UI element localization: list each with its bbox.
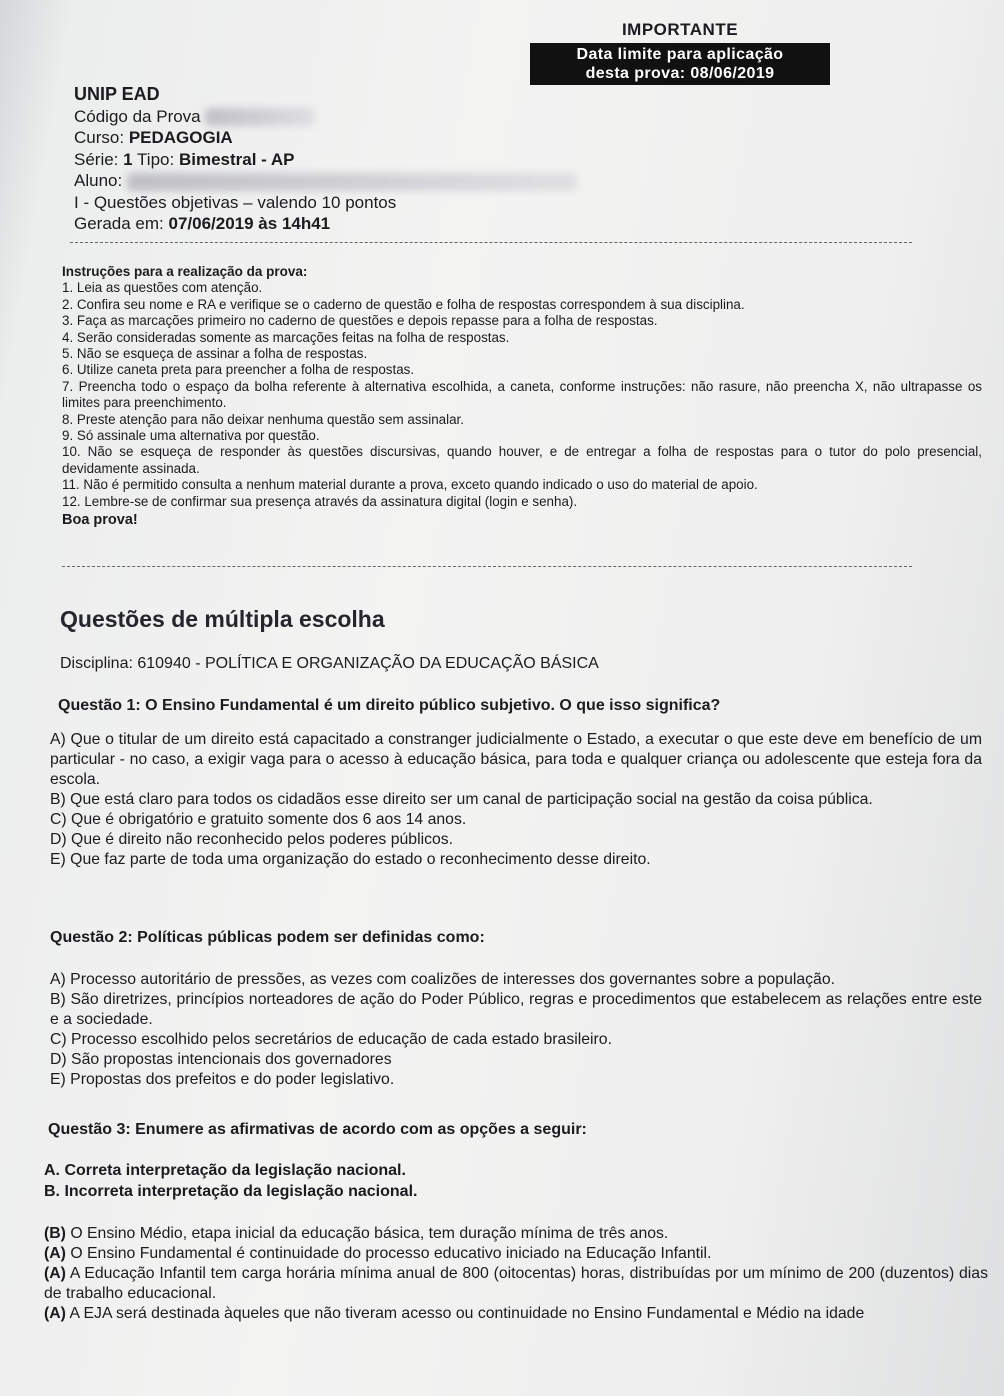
student-label: Aluno: (74, 171, 123, 190)
statement (44, 1224, 988, 1244)
important-notice (530, 20, 830, 85)
divider-2 (62, 566, 912, 567)
option-c: C) Processo escolhido pelos secretários de educação de cada estado brasileiro. (50, 1031, 612, 1048)
option-c: C) Que é obrigatório e gratuito somente dos 6 aos 14 anos. (50, 811, 467, 828)
question-3 (44, 1120, 988, 1324)
redacted-student (127, 173, 577, 191)
options-legend (44, 1160, 988, 1202)
instruction-item: 9. Só assinale uma alternativa por questão. (62, 428, 320, 444)
option-a: A) Que o titular de um direito está capacitado a constranger judicialmente o Estado, a executar o que este deve em benefício de um particular - no caso, a exigir vaga para o acesso à educação básica, para toda e qualquer criança ou adolescente que esteja fora da escola. (50, 731, 982, 788)
discipline: Disciplina: 610940 - POLÍTICA E ORGANIZAÇÃO DA EDUCAÇÃO BÁSICA (60, 655, 599, 672)
option-e: E) Que faz parte de toda uma organização do estado o reconhecimento desse direito. (50, 851, 651, 868)
series-row (74, 149, 577, 171)
option-b: B) São diretrizes, princípios norteadores de ação do Poder Público, regras e procedimentos que estabelecem as relações entre este e a sociedade. (50, 991, 982, 1028)
option-e: E) Propostas dos prefeitos e do poder legislativo. (50, 1071, 395, 1088)
question-title: Questão 3: Enumere as afirmativas de acordo com as opções a seguir: (48, 1121, 587, 1138)
instruction-item: 11. Não é permitido consulta a nenhum material durante a prova, exceto quando indicado o uso do material de apoio. (62, 477, 758, 493)
instruction-item: 4. Serão consideradas somente as marcações feitas na folha de respostas. (62, 329, 510, 345)
instruction-item: 10. Não se esqueça de responder às questões discursivas, quando houver, e de entregar a folha de respostas para o tutor do polo presencial, devidamente assinada. (62, 444, 982, 476)
closing-text: Boa prova! (62, 512, 138, 529)
institution-name: UNIP EAD (74, 84, 160, 104)
legend-a: A. Correta interpretação da legislação nacional. (44, 1162, 406, 1179)
series-label: Série: (74, 149, 119, 169)
section-title: Questões de múltipla escolha (60, 606, 385, 632)
instruction-item: 2. Confira seu nome e RA e verifique se o caderno de questão e folha de respostas correspondem à sua disciplina. (62, 296, 745, 312)
type-value: Bimestral - AP (178, 149, 295, 169)
redacted-code (205, 108, 315, 126)
deadline-line-1: Data limite para aplicação (576, 46, 784, 63)
statement-mark: (A) (44, 1305, 66, 1322)
course-row (74, 127, 577, 149)
option-b: B) Que está claro para todos os cidadãos esse direito ser um canal de participação social na gestão da coisa pública. (50, 791, 873, 808)
exam-code-row (74, 106, 577, 128)
instructions (62, 264, 982, 529)
deadline-box (530, 43, 830, 85)
important-label: IMPORTANTE (621, 20, 739, 39)
statement-mark: (A) (44, 1265, 66, 1282)
exam-part: I - Questões objetivas – valendo 10 pontos (74, 192, 397, 212)
instruction-item: 8. Preste atenção para não deixar nenhuma questão sem assinalar. (62, 411, 464, 427)
exam-header (74, 84, 577, 235)
divider-1 (70, 242, 912, 243)
statement-mark: (B) (44, 1225, 66, 1242)
statement-text: O Ensino Médio, etapa inicial da educação básica, tem duração mínima de três anos. (70, 1225, 669, 1242)
statement-text: A EJA será destinada àqueles que não tiveram acesso ou continuidade no Ensino Fundamental e Médio na idade (69, 1305, 865, 1322)
statement-text: O Ensino Fundamental é continuidade do processo educativo iniciado na Educação Infantil. (70, 1245, 712, 1262)
question-title: Questão 1: O Ensino Fundamental é um direito público subjetivo. O que isso significa? (58, 697, 721, 714)
instruction-item: 6. Utilize caneta preta para preencher a folha de respostas. (62, 362, 415, 378)
legend-b: B. Incorreta interpretação da legislação nacional. (44, 1183, 418, 1200)
type-label: Tipo: (137, 149, 175, 169)
instruction-item: 1. Leia as questões com atenção. (62, 280, 263, 296)
instructions-title: Instruções para a realização da prova: (62, 264, 308, 279)
instruction-item: 3. Faça as marcações primeiro no caderno de questões e depois repasse para a folha de respostas. (62, 313, 658, 329)
option-a: A) Processo autoritário de pressões, as vezes com coalizões de interesses dos governantes sobre a população. (50, 971, 836, 988)
option-d: D) São propostas intencionais dos governadores (50, 1051, 392, 1068)
question-title: Questão 2: Políticas públicas podem ser definidas como: (50, 929, 485, 946)
generated-label: Gerada em: (74, 214, 164, 233)
statement (44, 1264, 988, 1304)
option-d: D) Que é direito não reconhecido pelos poderes públicos. (50, 831, 454, 848)
instruction-item: 7. Preencha todo o espaço da bolha referente à alternativa escolhida, a caneta, conforme instruções: não rasure, não preencha X, não ultrapasse os limites para preenchimento. (62, 378, 982, 411)
course-value: PEDAGOGIA (128, 128, 233, 147)
instruction-item: 5. Não se esqueça de assinar a folha de respostas. (62, 346, 368, 362)
student-row (74, 170, 577, 192)
exam-code-label: Código da Prova (74, 106, 201, 126)
generated-row (74, 213, 577, 235)
question-1 (50, 696, 982, 870)
statement (44, 1244, 988, 1264)
instruction-item: 12. Lembre-se de confirmar sua presença através da assinatura digital (login e senha). (62, 493, 578, 509)
course-label: Curso: (74, 128, 125, 147)
statement-mark: (A) (44, 1245, 66, 1262)
deadline-line-2: desta prova: 08/06/2019 (585, 65, 775, 82)
generated-value: 07/06/2019 às 14h41 (168, 214, 331, 233)
statement-text: A Educação Infantil tem carga horária mínima anual de 800 (oitocentas) horas, distribuídas por um mínimo de 200 (duzentos) dias de trabalho educacional. (44, 1265, 988, 1302)
series-value: 1 (123, 149, 133, 169)
statement (44, 1304, 988, 1324)
question-2 (50, 928, 982, 1090)
